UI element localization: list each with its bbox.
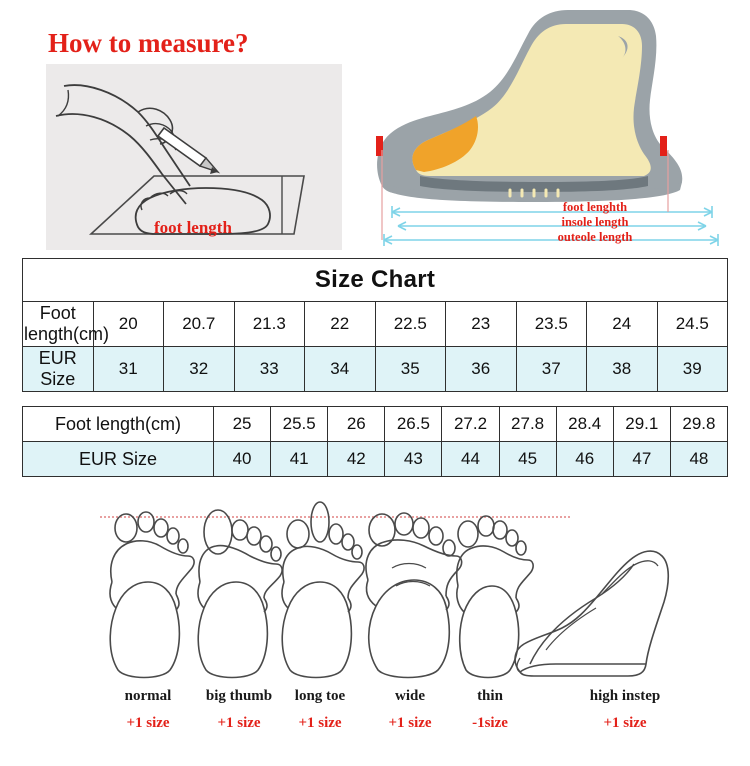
foot-type-name: long toe — [294, 688, 346, 704]
size-chart-title: Size Chart — [23, 259, 728, 302]
table-spacer — [22, 392, 728, 406]
foot-type-name: normal — [124, 688, 172, 704]
cell-eur-size: 38 — [587, 347, 658, 392]
foot-type-adjust: +1 size — [217, 715, 261, 731]
cell-eur-size: 31 — [93, 347, 164, 392]
cell-foot-length: 24 — [587, 302, 658, 347]
cell-foot-length: 26 — [328, 407, 385, 442]
footprint-thin-icon — [457, 516, 533, 678]
cell-foot-length: 27.8 — [499, 407, 556, 442]
cell-foot-length: 20 — [93, 302, 164, 347]
foot-type-name: big thumb — [205, 688, 273, 704]
shoe-label-outsole-length: outeole length — [557, 230, 633, 244]
cell-eur-size: 42 — [328, 442, 385, 477]
foot-length-caption: foot length — [154, 218, 232, 237]
cell-eur-size: 37 — [516, 347, 587, 392]
foot-type-name: wide — [395, 688, 425, 704]
size-chart-title-row — [23, 259, 728, 302]
foot-type-thin — [435, 688, 545, 732]
table-row — [23, 347, 728, 392]
size-chart-section — [22, 258, 728, 477]
foot-type-adjust: +1 size — [388, 715, 432, 731]
shoe-measurement-labels — [470, 200, 720, 245]
cell-eur-size: 46 — [556, 442, 613, 477]
measure-title: How to measure? — [48, 28, 249, 58]
cell-eur-size: 35 — [375, 347, 446, 392]
cell-foot-length: 22.5 — [375, 302, 446, 347]
row-header-eur-size: EUR Size — [23, 347, 94, 392]
foot-type-adjust: +1 size — [298, 715, 342, 731]
how-to-measure-section — [0, 0, 750, 252]
foot-type-illustrations — [0, 498, 750, 698]
footprint-big-thumb-icon — [198, 510, 282, 678]
foot-type-section — [0, 488, 750, 766]
cell-foot-length: 27.2 — [442, 407, 499, 442]
cell-foot-length: 21.3 — [234, 302, 305, 347]
cell-eur-size: 48 — [670, 442, 727, 477]
shoe-cross-section-panel — [360, 0, 750, 252]
cell-eur-size: 40 — [214, 442, 271, 477]
cell-foot-length: 29.1 — [613, 407, 670, 442]
cell-foot-length: 25.5 — [271, 407, 328, 442]
foot-type-name: high instep — [589, 688, 661, 704]
measure-panel — [36, 12, 342, 244]
cell-eur-size: 43 — [385, 442, 442, 477]
cell-foot-length: 23.5 — [516, 302, 587, 347]
row-header-eur-size: EUR Size — [23, 442, 214, 477]
cell-foot-length: 28.4 — [556, 407, 613, 442]
cell-foot-length: 22 — [305, 302, 376, 347]
cell-foot-length: 20.7 — [164, 302, 235, 347]
cell-eur-size: 33 — [234, 347, 305, 392]
cell-foot-length: 23 — [446, 302, 517, 347]
cell-eur-size: 32 — [164, 347, 235, 392]
shoe-label-insole-length: insole length — [561, 215, 629, 229]
cell-eur-size: 39 — [657, 347, 728, 392]
cell-foot-length: 24.5 — [657, 302, 728, 347]
foot-type-high-instep — [530, 688, 720, 732]
size-chart-table-2 — [22, 406, 728, 477]
shoe-label-foot-length: foot lenghth — [562, 200, 628, 214]
footprint-wide-icon — [366, 513, 462, 678]
cell-eur-size: 41 — [271, 442, 328, 477]
size-chart-table-1 — [22, 258, 728, 392]
table-row — [23, 442, 728, 477]
foot-type-adjust: -1size — [472, 715, 508, 731]
foot-type-adjust: +1 size — [126, 715, 170, 731]
footprint-normal-icon — [110, 512, 194, 678]
cell-eur-size: 45 — [499, 442, 556, 477]
foot-side-high-instep-icon — [515, 551, 668, 676]
table-row — [23, 407, 728, 442]
foot-type-name: thin — [477, 688, 503, 704]
row-header-foot-length: Foot length(cm) — [23, 302, 94, 347]
cell-eur-size: 34 — [305, 347, 376, 392]
cell-foot-length: 25 — [214, 407, 271, 442]
cell-foot-length: 26.5 — [385, 407, 442, 442]
table-row — [23, 302, 728, 347]
cell-foot-length: 29.8 — [670, 407, 727, 442]
row-header-foot-length: Foot length(cm) — [23, 407, 214, 442]
cell-eur-size: 44 — [442, 442, 499, 477]
cell-eur-size: 47 — [613, 442, 670, 477]
cell-eur-size: 36 — [446, 347, 517, 392]
footprint-long-toe-icon — [282, 502, 364, 678]
foot-type-adjust: +1 size — [603, 715, 647, 731]
